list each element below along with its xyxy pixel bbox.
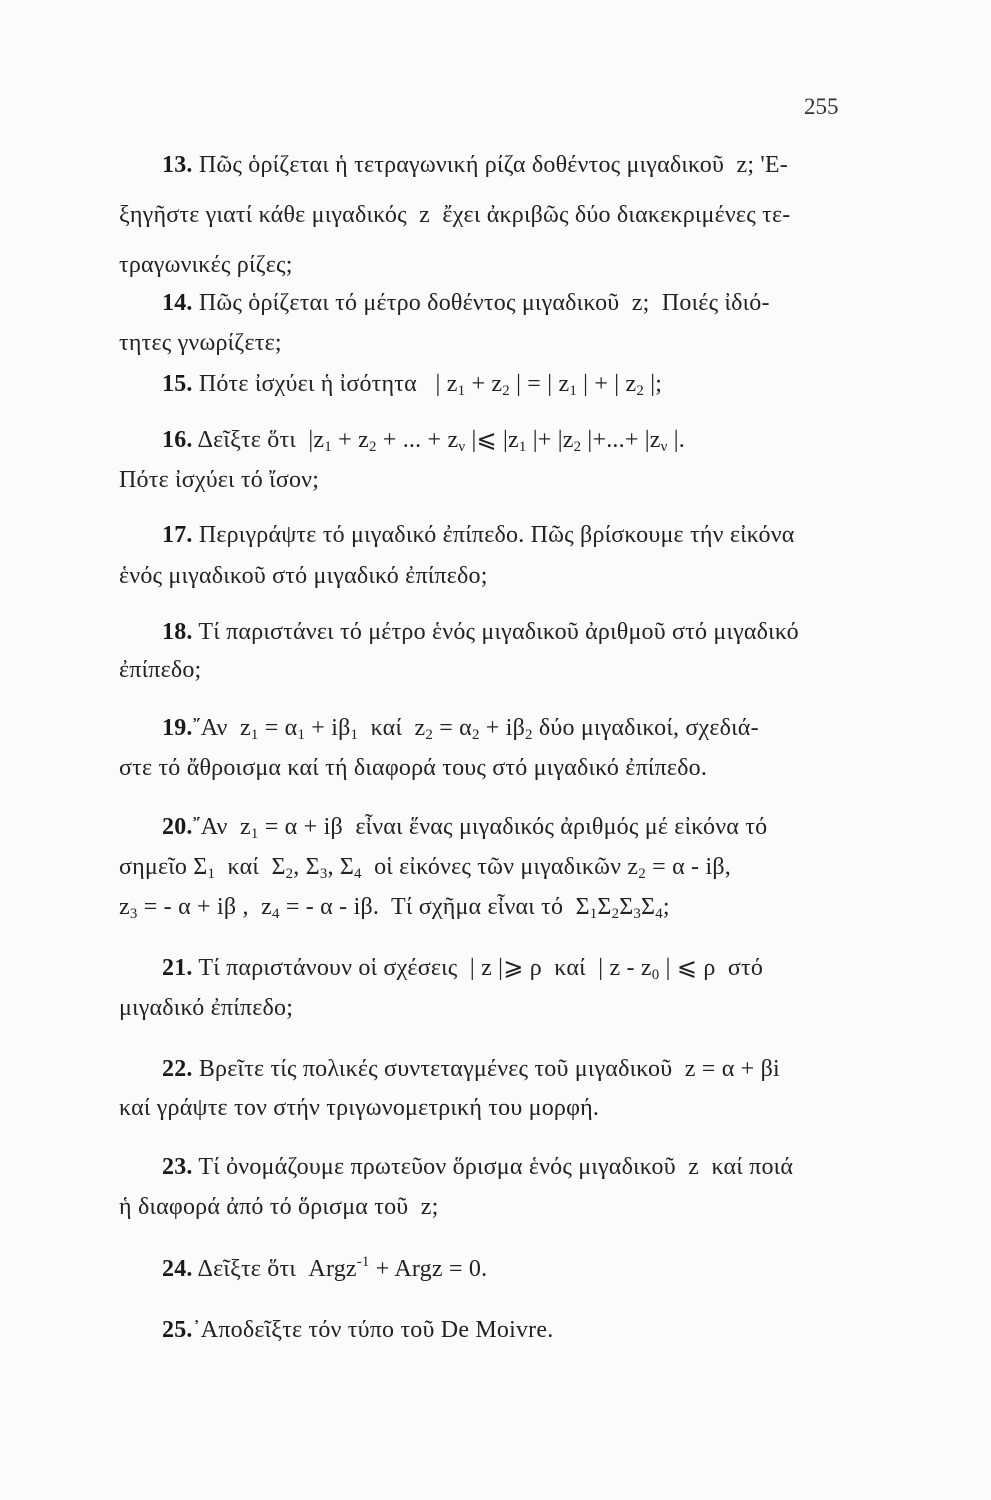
q21-line-2: μιγαδικό ἐπίπεδο; bbox=[119, 995, 294, 1021]
q20-line-2: σημεῖο $\Sigma_1$ καί $\Sigma_2$, $\Sigma_3$, $\Sigma_4$ οἱ εἰκόνες τῶν μιγαδικῶν $z_2 = \alpha - i\beta$, bbox=[119, 854, 731, 882]
q22-formula: z = α + βi bbox=[684, 1056, 780, 1082]
q16-text: Δεῖξτε ὅτι bbox=[197, 427, 296, 453]
q25-number: 25. bbox=[162, 1317, 193, 1343]
q24-formula: Argz$^{-1}$ + Argz = 0. bbox=[308, 1254, 488, 1282]
q17-line-1 bbox=[162, 520, 795, 550]
q15-line-1 bbox=[162, 369, 662, 399]
q19-formula-2: $z_2 = \alpha_2 + i\beta_2$ bbox=[414, 715, 533, 743]
q21-number: 21. bbox=[162, 955, 193, 981]
q22-line-1: 22. Βρεῖτε τίς πολικές συντεταγμένες τοῦ μιγαδικοῦ z = α + βi bbox=[162, 1056, 780, 1082]
q13-number: 13. bbox=[162, 152, 193, 178]
q13-line-1 bbox=[162, 150, 788, 180]
q24-number: 24. bbox=[162, 1256, 193, 1282]
q17-number: 17. bbox=[162, 522, 193, 548]
q21-formula-1: | z |⩾ ρ bbox=[469, 955, 542, 981]
q22-line-2: καί γράψτε τον στήν τριγωνομετρική του μορφή. bbox=[119, 1095, 600, 1121]
page-number: 255 bbox=[804, 94, 839, 119]
q16-formula: $|z_1 + z_2$ + ... + $z_\nu$ |⩽ $|z_1$ |+ $|z_2$ |+...+ $|z_\nu$ |. bbox=[308, 427, 685, 455]
q24-line-1: 24. Δεῖξτε ὅτι Argz$^{-1}$ + Argz = 0. bbox=[162, 1254, 488, 1282]
q21-line-1: 21. Τί παριστάνουν οἱ σχέσεις | z |⩾ ρ καί | z - $z_0$ | ⩽ ρ στό bbox=[162, 955, 764, 983]
q16-number: 16. bbox=[162, 427, 193, 453]
q15-number: 15. bbox=[162, 371, 193, 397]
q17-line-2: ἑνός μιγαδικοῦ στό μιγαδικό ἐπίπεδο; bbox=[119, 563, 488, 589]
q23-number: 23. bbox=[162, 1154, 193, 1180]
q19-number: 19. bbox=[162, 715, 193, 741]
q22-number: 22. bbox=[162, 1056, 193, 1082]
q18-text-1: Τί παριστάνει τό μέτρο ἑνός μιγαδικοῦ ἀριθμοῦ στό μιγαδικό bbox=[198, 619, 799, 645]
q16-line-2: Πότε ἰσχύει τό ἴσον; bbox=[119, 467, 320, 493]
q25-line-1: 25.᾽Αποδεῖξτε τόν τύπο τοῦ De Moivre. bbox=[162, 1317, 554, 1343]
q19-formula-1: $z_1 = \alpha_1 + i\beta_1$ bbox=[240, 715, 359, 743]
q18-line-1 bbox=[162, 617, 799, 647]
q20-line-1: 20.῎Αν $z_1 = \alpha + i\beta$ εἶναι ἕνας μιγαδικός ἀριθμός μέ εἰκόνα τό bbox=[162, 814, 768, 842]
q15-text: Πότε ἰσχύει ἡ ἰσότητα bbox=[198, 371, 417, 397]
q13-text-1: Πῶς ὁρίζεται ἡ τετραγωνική ρίζα δοθέντος μιγαδικοῦ z; 'Ε- bbox=[198, 152, 788, 178]
q13-line-2: ξηγῆστε γιατί κάθε μιγαδικός z ἔχει ἀκριβῶς δύο διακεκριμένες τε- bbox=[119, 202, 791, 228]
q14-text-1: Πῶς ὁρίζεται τό μέτρο δοθέντος μιγαδικοῦ z; Ποιές ἰδιό- bbox=[198, 290, 770, 316]
q16-line-1 bbox=[162, 425, 685, 455]
q23-line-1: 23. Τί ὀνομάζουμε πρωτεῦον ὅρισμα ἑνός μιγαδικοῦ z καί ποιά bbox=[162, 1154, 794, 1180]
q18-number: 18. bbox=[162, 619, 193, 645]
q19-line-2: στε τό ἄθροισμα καί τή διαφορά τους στό μιγαδικό ἐπίπεδο. bbox=[119, 755, 708, 781]
q15-formula: | $z_1 + z_2$ | = | $z_1$ | + | $z_2$ |; bbox=[435, 371, 663, 399]
q13-line-3: τραγωνικές ρίζες; bbox=[119, 252, 293, 278]
q20-number: 20. bbox=[162, 814, 193, 840]
q20-formula-1: $z_1 = \alpha + i\beta$ bbox=[240, 814, 343, 842]
q14-number: 14. bbox=[162, 290, 193, 316]
q14-line-2: τητες γνωρίζετε; bbox=[119, 330, 282, 356]
q20-formula-3: $z_3$ = - α + iβ , $z_4$ = - α - iβ. bbox=[119, 894, 380, 922]
q18-line-2: ἐπίπεδο; bbox=[119, 657, 202, 683]
q20-line-3: $z_3$ = - α + iβ , $z_4$ = - α - iβ. Τί σχῆμα εἶναι τό $\Sigma_1\Sigma_2\Sigma_3\Sigma_4$; bbox=[119, 894, 670, 922]
q20-formula-2: $z_2 = \alpha - i\beta$, bbox=[627, 854, 731, 882]
q23-line-2: ἡ διαφορά ἀπό τό ὅρισμα τοῦ z; bbox=[119, 1194, 439, 1220]
q19-line-1: 19.῎Αν $z_1 = \alpha_1 + i\beta_1$ καί $z_2 = \alpha_2 + i\beta_2$ δύο μιγαδικοί, σχεδιά- bbox=[162, 715, 759, 743]
q17-text-1: Περιγράψτε τό μιγαδικό ἐπίπεδο. Πῶς βρίσκουμε τήν εἰκόνα bbox=[198, 522, 795, 548]
q21-formula-2: | z - $z_0$ | ⩽ ρ bbox=[598, 955, 716, 983]
q14-line-1 bbox=[162, 288, 770, 318]
